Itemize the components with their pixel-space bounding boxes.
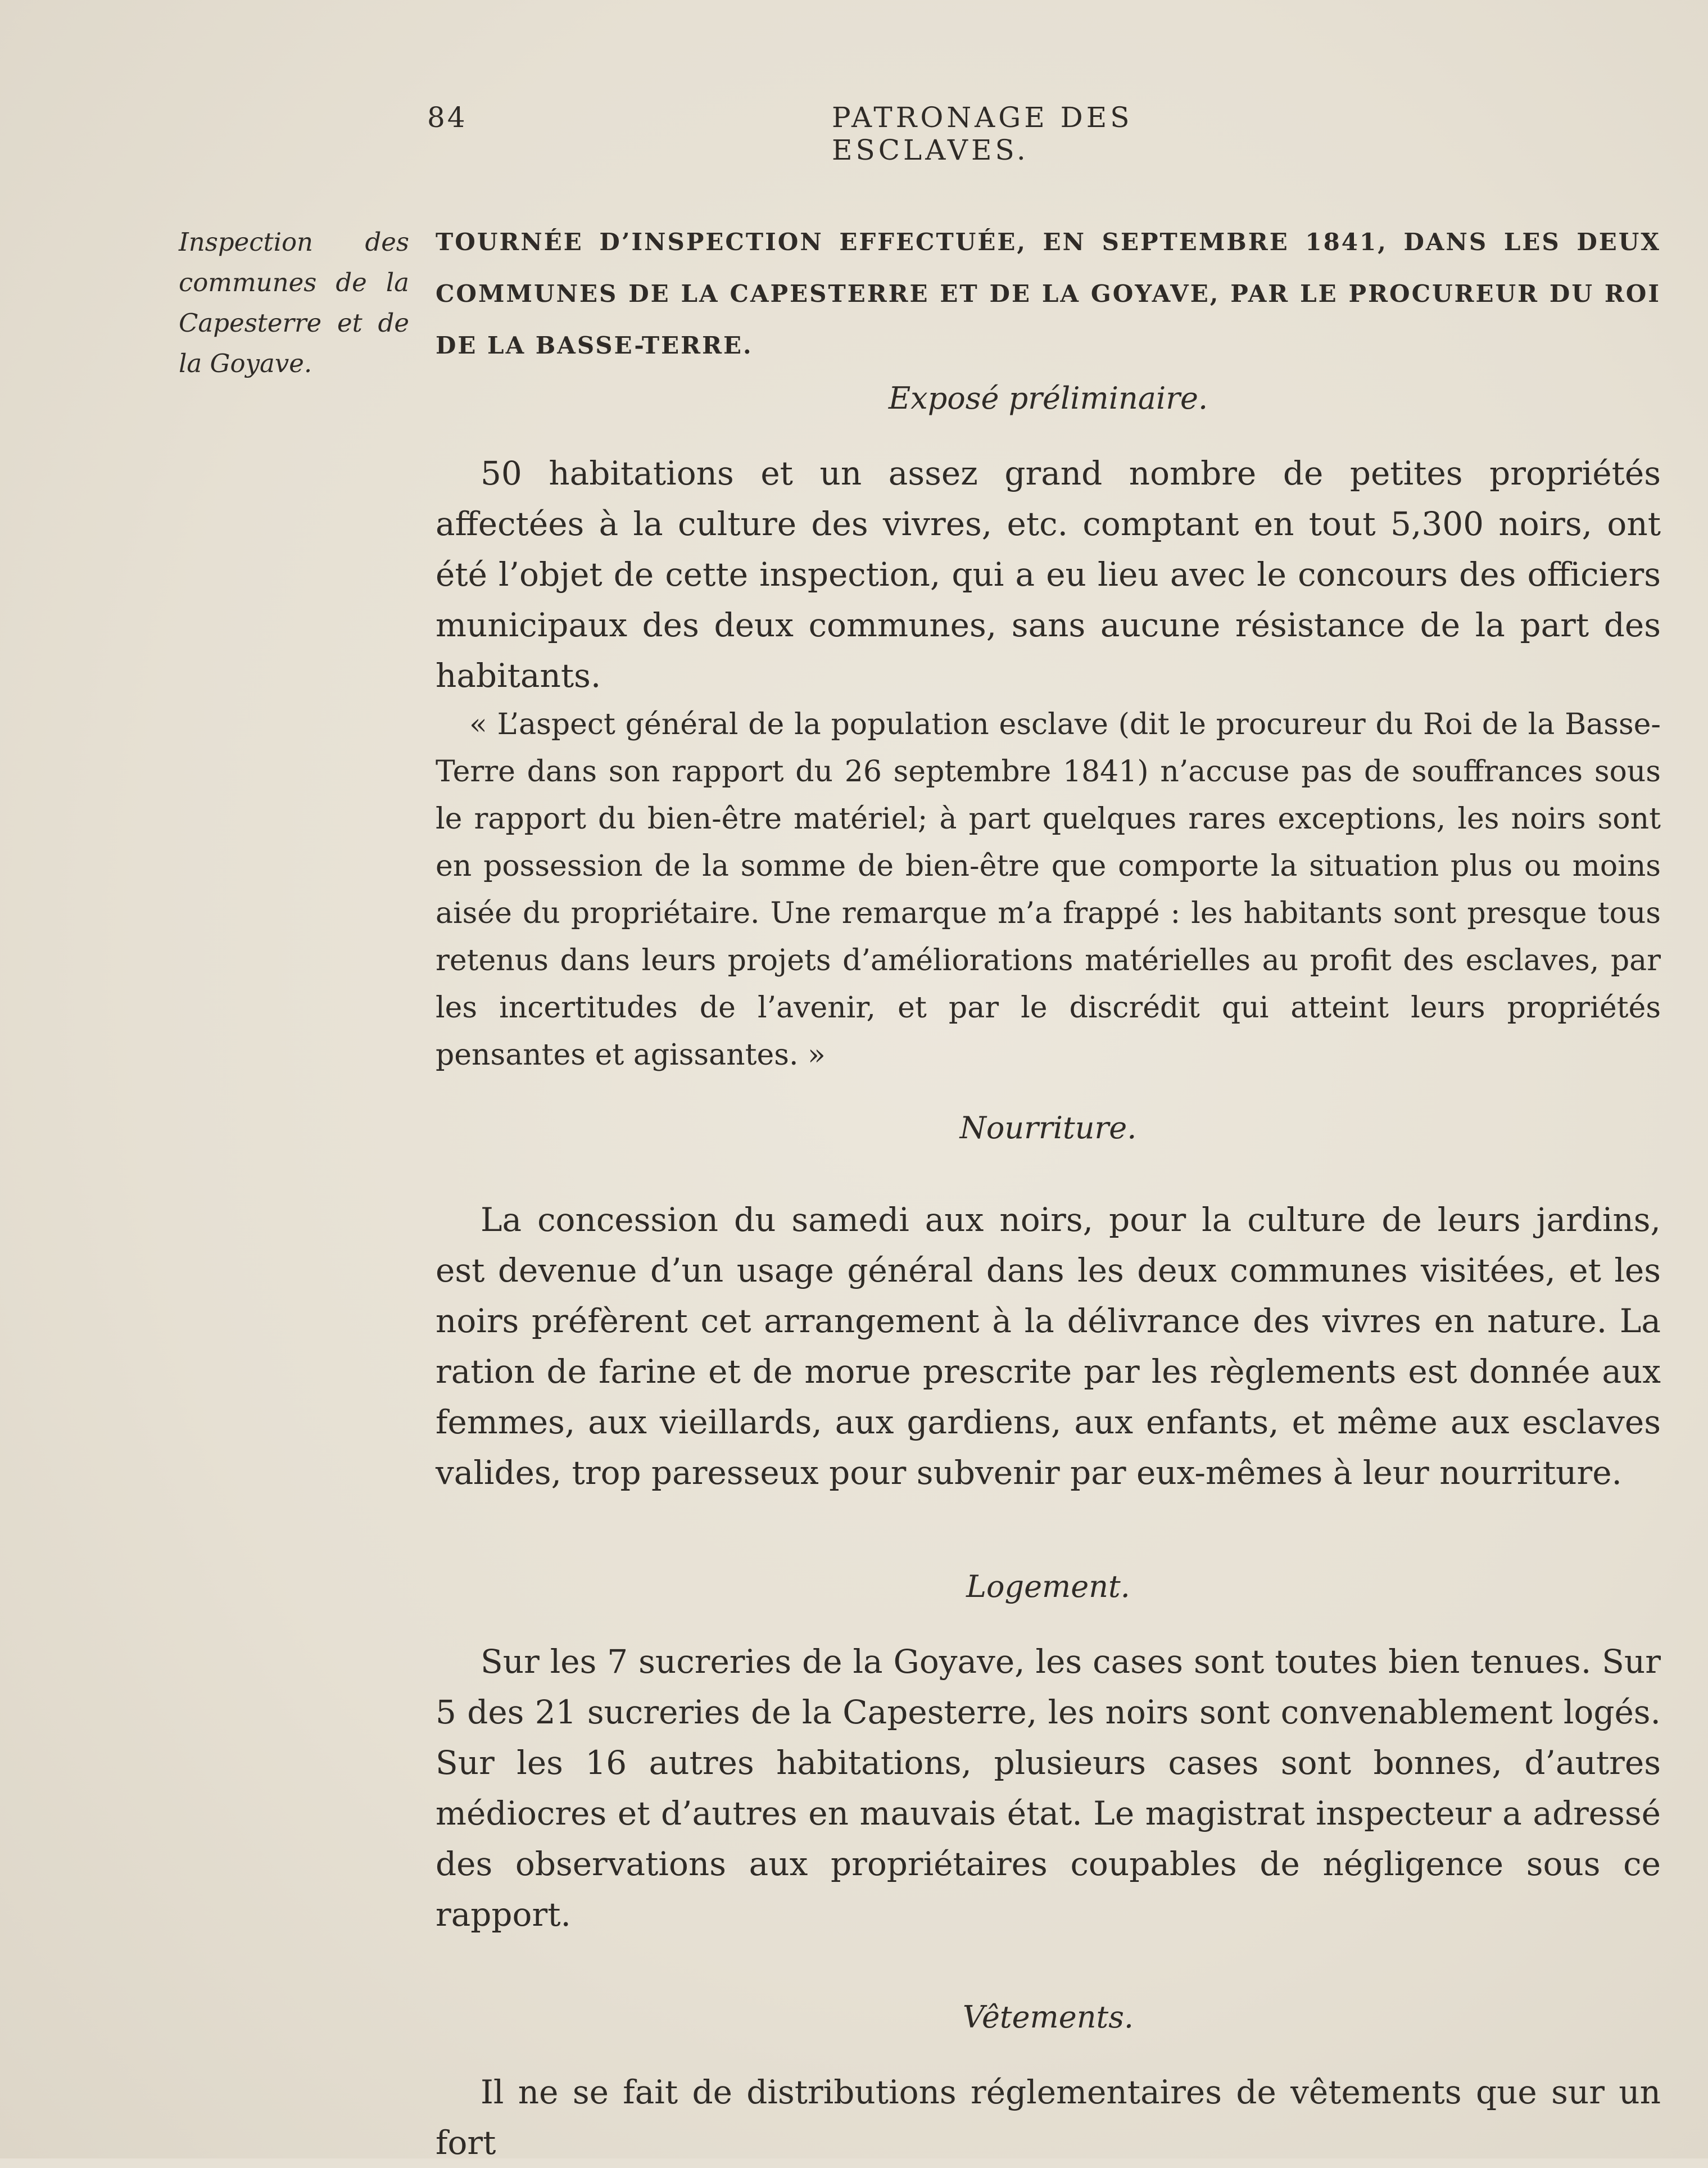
paragraph-vetements: Il ne se fait de distributions réglementaires de vêtements que sur un fort [436, 2073, 1661, 2162]
paragraph-expose: 50 habitations et un assez grand nombre de petites propriétés affectées à la culture des vivres, etc. comptant en tout 5,300 noirs, ont été l’objet de cette inspection, qui a eu lieu avec le concours des officiers municipaux des deux communes, sans aucune résistance de la part des habitants. [436, 454, 1661, 695]
page-number: 84 [427, 101, 468, 134]
paragraph-logement: Sur les 7 sucreries de la Goyave, les cases sont toutes bien tenues. Sur 5 des 21 sucreries de la Capesterre, les noirs sont convenablement logés. Sur les 16 autres habitations, plusieurs cases sont bonnes, d’autres médiocres et d’autres en mauvais état. Le magistrat inspecteur a adressé des observations aux propriétaires coupables de négligence sous ce rapport. [436, 1642, 1661, 1934]
section-title-logement: Logement. [966, 1569, 1130, 1604]
main-content [436, 216, 1661, 2168]
running-head [427, 96, 1326, 166]
quote-procureur: « L’aspect général de la population esclave (dit le procureur du Roi de la Basse-Terre dans son rapport du 26 septembre 1841) n’accuse pas de souffrances sous le rapport du bien-être matériel; à part quelques rares exceptions, les noirs sont en possession de la somme de bien-être que comporte la situation plus ou moins aisée du propriétaire. Une remarque m’a frappé : les habitants sont presque tous retenus dans leurs projets d’améliorations matérielles au profit des esclaves, par les incertitudes de l’avenir, et par le discrédit qui atteint leurs propriétés pensantes et agissantes. » [436, 708, 1661, 1072]
section-title-nourriture: Nourriture. [959, 1110, 1137, 1146]
section-title-expose: Exposé préliminaire. [888, 381, 1208, 416]
running-head-title: PATRONAGE DES ESCLAVES. [832, 101, 1133, 166]
section-heading: TOURNÉE D’INSPECTION EFFECTUÉE, EN SEPTEMBRE 1841, DANS LES DEUX COMMUNES DE LA CAPESTERRE ET DE LA GOYAVE, PAR LE PROCUREUR DU ROI DE LA BASSE-TERRE. [436, 228, 1661, 359]
section-title-vetements: Vêtements. [962, 1999, 1134, 2035]
margin-note: Inspection des communes de la Capesterre et de la Goyave. [179, 227, 409, 378]
paragraph-nourriture: La concession du samedi aux noirs, pour la culture de leurs jardins, est devenue d’un usage général dans les deux communes visitées, et les noirs préfèrent cet arrangement à la délivrance des vivres en nature. La ration de farine et de morue prescrite par les règlements est donnée aux femmes, aux vieillards, aux gardiens, aux enfants, et même aux esclaves valides, trop paresseux pour subvenir par eux-mêmes à leur nourriture. [436, 1201, 1661, 1492]
